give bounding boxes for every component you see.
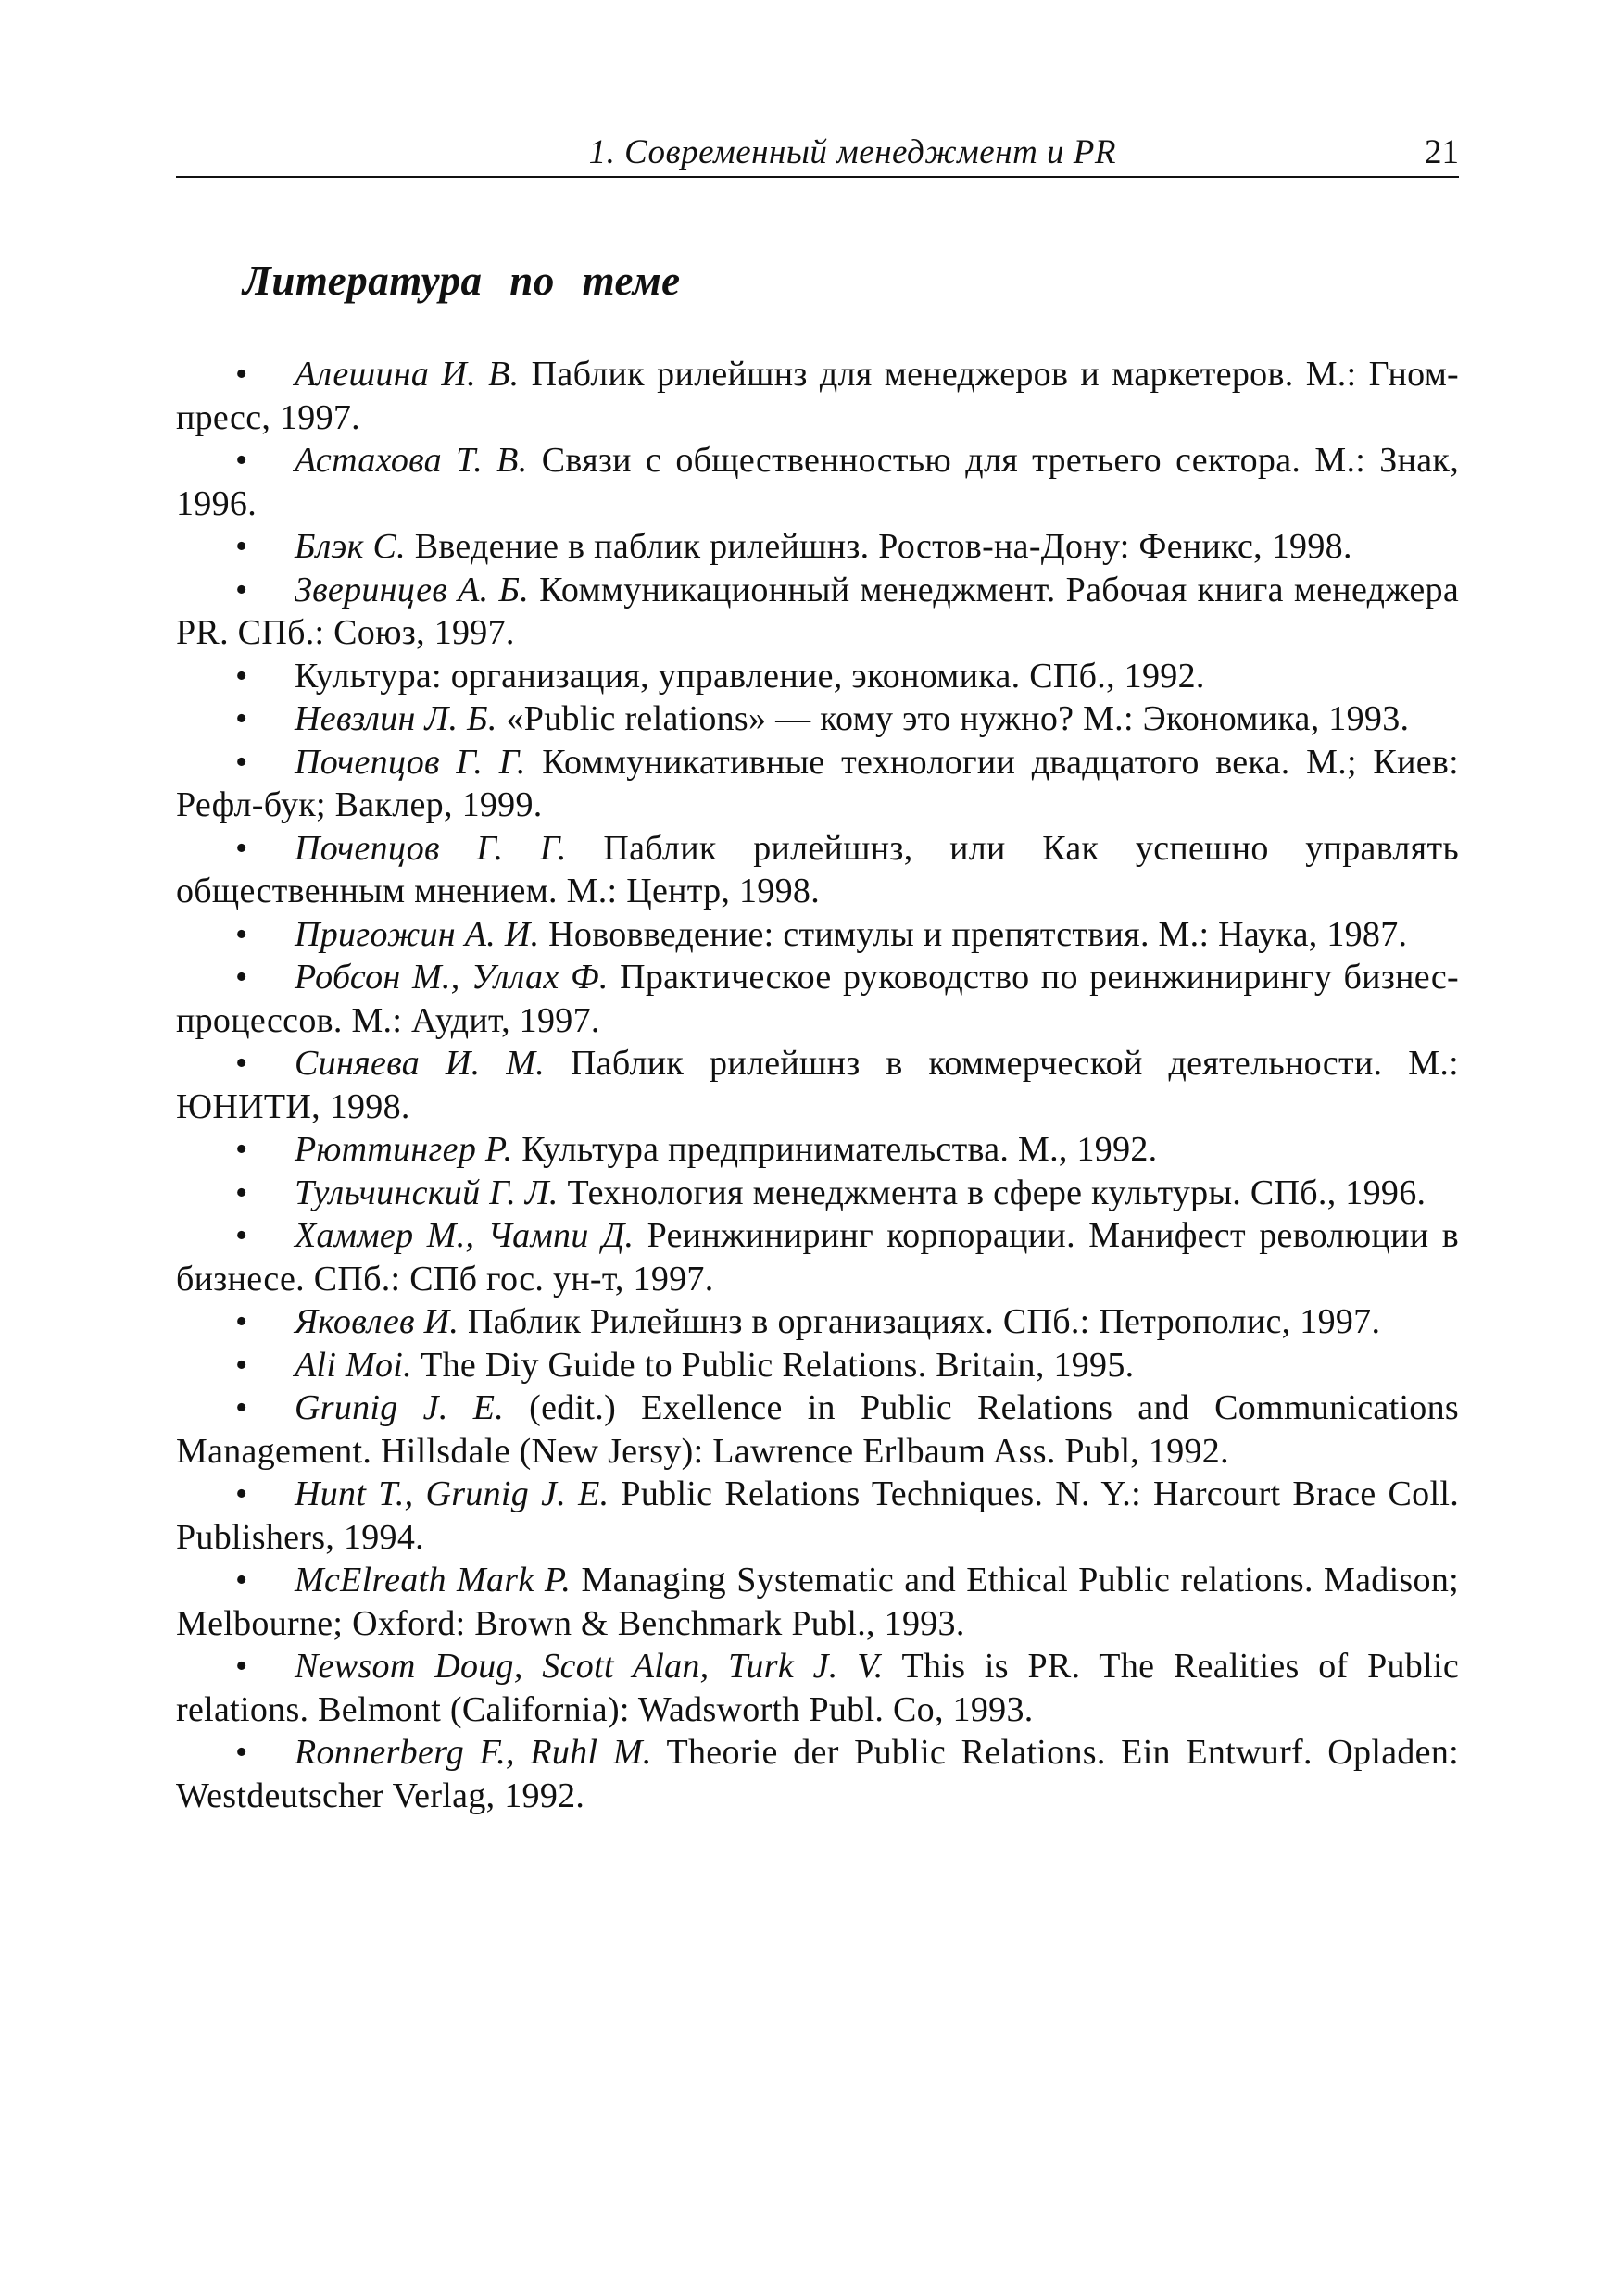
bullet-icon: • bbox=[235, 1561, 248, 1600]
reference-authors: Ali Moi. bbox=[295, 1345, 412, 1385]
reference-item bbox=[176, 1386, 1459, 1473]
reference-item bbox=[176, 1172, 1459, 1215]
bullet-icon: • bbox=[235, 1130, 248, 1169]
reference-text: Коммуникативные технологии двадцатого века. М.; Киев: Рефл-бук; Ваклер, 1999. bbox=[176, 742, 1459, 824]
reference-authors: Ronnerberg F., Ruhl M. bbox=[295, 1733, 652, 1772]
reference-authors: Пригожин А. И. bbox=[295, 914, 540, 954]
reference-text: Managing Systematic and Ethical Public relations. Madison; Melbourne; Oxford: Brown & Benchmark Publ., 1993. bbox=[176, 1561, 1459, 1643]
reference-list bbox=[176, 353, 1459, 1817]
reference-item bbox=[176, 913, 1459, 957]
reference-authors: McElreath Mark P. bbox=[295, 1561, 572, 1600]
reference-authors: Grunig J. E. bbox=[295, 1388, 505, 1427]
bullet-icon: • bbox=[235, 1733, 248, 1772]
reference-text: Практическое руководство по реинжинирингу бизнес-процессов. М.: Аудит, 1997. bbox=[176, 958, 1459, 1040]
bullet-icon: • bbox=[235, 656, 248, 696]
reference-authors: Яковлев И. bbox=[295, 1302, 459, 1341]
bullet-icon: • bbox=[235, 699, 248, 738]
bullet-icon: • bbox=[235, 355, 248, 394]
reference-text: This is PR. The Realities of Public relations. Belmont (California): Wadsworth Publ. Co, 1993. bbox=[176, 1647, 1459, 1729]
bullet-icon: • bbox=[235, 527, 248, 566]
reference-authors: Тульчинский Г. Л. bbox=[295, 1173, 559, 1212]
reference-text: Паблик рилейшнз, или Как успешно управлять общественным мнением. М.: Центр, 1998. bbox=[176, 828, 1459, 910]
bullet-icon: • bbox=[235, 828, 248, 868]
reference-text: Паблик рилейшнз в коммерческой деятельности. М.: ЮНИТИ, 1998. bbox=[176, 1044, 1459, 1126]
bullet-icon: • bbox=[235, 742, 248, 782]
reference-item bbox=[176, 1731, 1459, 1817]
reference-item bbox=[176, 1473, 1459, 1559]
reference-item bbox=[176, 525, 1459, 569]
reference-text: «Public relations» — кому это нужно? М.: Экономика, 1993. bbox=[496, 699, 1410, 738]
reference-authors: Хаммер М., Чампи Д. bbox=[295, 1216, 635, 1255]
reference-item bbox=[176, 697, 1459, 741]
reference-authors: Почепцов Г. Г. bbox=[295, 742, 526, 782]
reference-item bbox=[176, 827, 1459, 913]
bullet-icon: • bbox=[235, 570, 248, 609]
reference-authors: Рюттингер Р. bbox=[295, 1130, 513, 1169]
reference-item bbox=[176, 1559, 1459, 1645]
reference-item bbox=[176, 1300, 1459, 1344]
reference-text: (edit.) Exellence in Public Relations and Communications Management. Hillsdale (New Jersy): Lawrence Erlbaum Ass. Publ, 1992. bbox=[176, 1388, 1459, 1471]
bullet-icon: • bbox=[235, 1345, 248, 1385]
reference-text: Public Relations Techniques. N. Y.: Harcourt Brace Coll. Publishers, 1994. bbox=[176, 1474, 1459, 1557]
bullet-icon: • bbox=[235, 914, 248, 954]
reference-item bbox=[176, 1645, 1459, 1731]
reference-text: Паблик Рилейшнз в организациях. СПб.: Петрополис, 1997. bbox=[459, 1302, 1381, 1341]
reference-authors: Невзлин Л. Б. bbox=[295, 699, 497, 738]
reference-item bbox=[176, 1214, 1459, 1300]
reference-text: Реинжиниринг корпорации. Манифест революции в бизнесе. СПб.: СПб гос. ун-т, 1997. bbox=[176, 1216, 1459, 1299]
bullet-icon: • bbox=[235, 1388, 248, 1427]
reference-authors: Астахова Т. В. bbox=[295, 441, 528, 480]
bullet-icon: • bbox=[235, 1647, 248, 1686]
reference-item bbox=[176, 1042, 1459, 1128]
reference-text: Паблик рилейшнз для менеджеров и маркетеров. М.: Гном-пресс, 1997. bbox=[176, 355, 1459, 437]
reference-text: Культура предпринимательства. М., 1992. bbox=[512, 1130, 1158, 1169]
reference-item bbox=[176, 655, 1459, 698]
running-title: 1. Современный менеджмент и PR bbox=[588, 133, 1116, 171]
reference-authors: Синяева И. М. bbox=[295, 1044, 546, 1083]
book-page bbox=[176, 130, 1459, 1817]
reference-text: Культура: организация, управление, экономика. СПб., 1992. bbox=[295, 656, 1205, 696]
reference-item bbox=[176, 956, 1459, 1042]
running-header bbox=[176, 130, 1459, 178]
reference-item bbox=[176, 1128, 1459, 1172]
bullet-icon: • bbox=[235, 1044, 248, 1083]
reference-item bbox=[176, 741, 1459, 827]
section-title: Литература по теме bbox=[243, 257, 681, 304]
bullet-icon: • bbox=[235, 1474, 248, 1513]
reference-item bbox=[176, 569, 1459, 655]
reference-item bbox=[176, 439, 1459, 525]
reference-text: Коммуникационный менеджмент. Рабочая книга менеджера PR. СПб.: Союз, 1997. bbox=[176, 570, 1459, 652]
page-number: 21 bbox=[1425, 133, 1459, 171]
reference-item bbox=[176, 1344, 1459, 1387]
reference-text: The Diy Guide to Public Relations. Britain, 1995. bbox=[411, 1345, 1135, 1385]
bullet-icon: • bbox=[235, 958, 248, 997]
reference-authors: Почепцов Г. Г. bbox=[295, 828, 567, 868]
bullet-icon: • bbox=[235, 441, 248, 480]
reference-authors: Hunt T., Grunig J. E. bbox=[295, 1474, 609, 1513]
reference-authors: Алешина И. В. bbox=[295, 355, 520, 394]
reference-authors: Робсон М., Уллах Ф. bbox=[295, 958, 609, 997]
reference-text: Введение в паблик рилейшнз. Ростов-на-Дону: Феникс, 1998. bbox=[405, 527, 1352, 566]
reference-authors: Блэк С. bbox=[295, 527, 406, 566]
reference-text: Нововведение: стимулы и препятствия. М.: Наука, 1987. bbox=[539, 914, 1408, 954]
bullet-icon: • bbox=[235, 1173, 248, 1212]
reference-authors: Newsom Doug, Scott Alan, Turk J. V. bbox=[295, 1647, 884, 1686]
bullet-icon: • bbox=[235, 1302, 248, 1341]
reference-authors: Зверинцев А. Б. bbox=[295, 570, 530, 609]
reference-text: Связи с общественностью для третьего сектора. М.: Знак, 1996. bbox=[176, 441, 1459, 523]
reference-text: Технология менеджмента в сфере культуры. СПб., 1996. bbox=[558, 1173, 1426, 1212]
bullet-icon: • bbox=[235, 1216, 248, 1255]
reference-text: Theorie der Public Relations. Ein Entwurf. Opladen: Westdeutscher Verlag, 1992. bbox=[176, 1733, 1460, 1815]
reference-item bbox=[176, 353, 1459, 439]
